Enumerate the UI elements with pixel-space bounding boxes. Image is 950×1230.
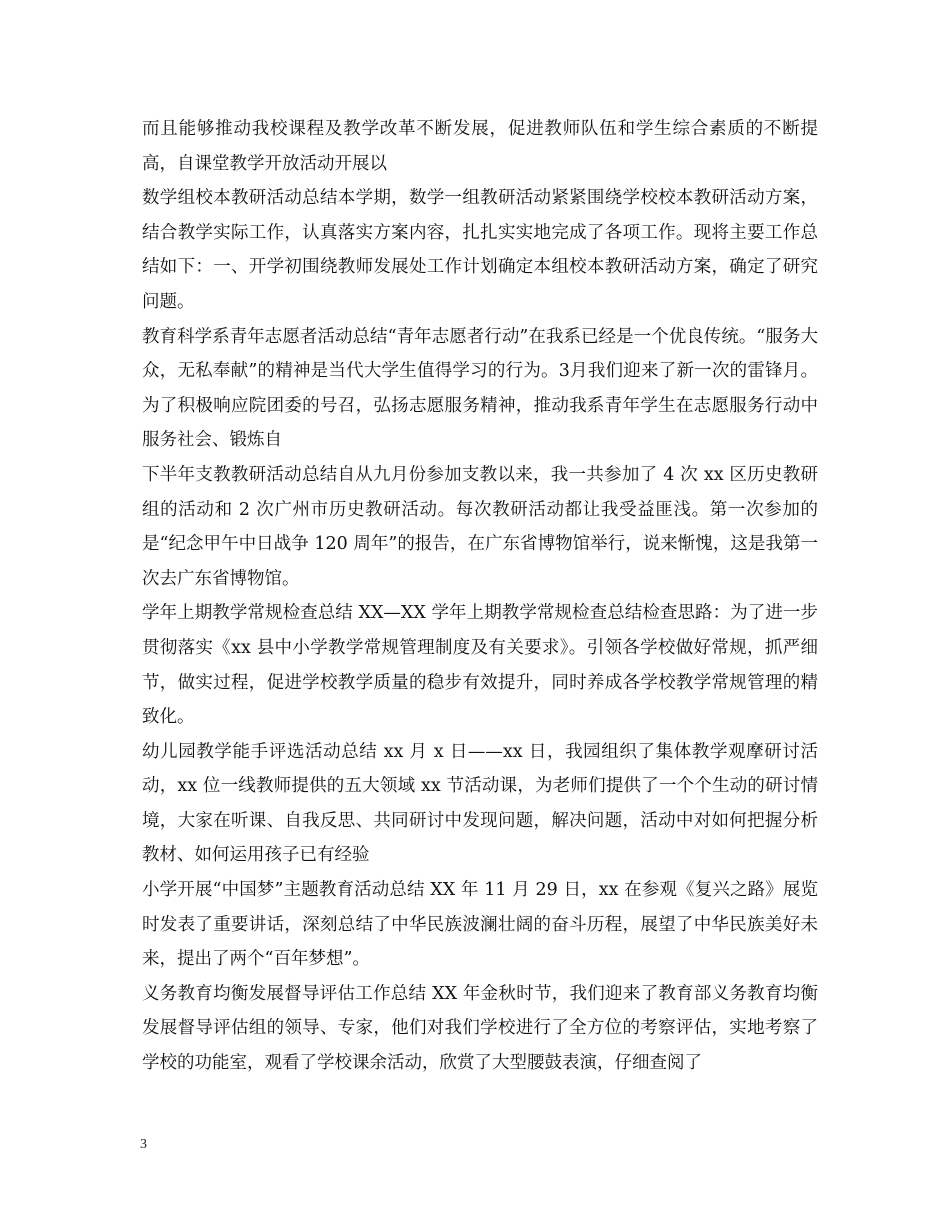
page-number: 3 (140, 1137, 147, 1152)
document-body (142, 112, 818, 1081)
paragraph: 学年上期教学常规检查总结 XX—XX 学年上期教学常规检查总结检查思路：为了进一步贯彻落实《xx 县中小学教学常规管理制度及有关要求》。引领各学校做好常规，抓严细节，做实过程，促进学校教学质量的稳步有效提升，同时养成各学校教学常规管理的精致化。 (142, 603, 818, 728)
paragraph: 下半年支教教研活动总结自从九月份参加支教以来，我一共参加了 4 次 xx 区历史教研组的活动和 2 次广州市历史教研活动。每次教研活动都让我受益匪浅。第一次参加的是“纪念甲午中日战争 120 周年”的报告，在广东省博物馆举行，说来惭愧，这是我第一次去广东省博物馆。 (142, 464, 818, 589)
paragraph: 教育科学系青年志愿者活动总结“青年志愿者行动”在我系已经是一个优良传统。“服务大众，无私奉献”的精神是当代大学生值得学习的行为。3月我们迎来了新一次的雷锋月。为了积极响应院团委的号召，弘扬志愿服务精神，推动我系青年学生在志愿服务行动中服务社会、锻炼自 (142, 326, 818, 451)
paragraph: 数学组校本教研活动总结本学期，数学一组教研活动紧紧围绕学校校本教研活动方案，结合教学实际工作，认真落实方案内容，扎扎实实地完成了各项工作。现将主要工作总结如下：一、开学初围绕教师发展处工作计划确定本组校本教研活动方案，确定了研究问题。 (142, 188, 818, 312)
paragraph: 幼儿园教学能手评选活动总结 xx 月 x 日——xx 日，我园组织了集体教学观摩研讨活动，xx 位一线教师提供的五大领域 xx 节活动课，为老师们提供了一个个生动的研讨情境，大家在听课、自我反思、共同研讨中发现问题，解决问题，活动中对如何把握分析教材、如何运用孩子已有经验 (142, 741, 818, 866)
paragraph: 小学开展“中国梦”主题教育活动总结 XX 年 11 月 29 日，xx 在参观《复兴之路》展览时发表了重要讲话，深刻总结了中华民族波澜壮阔的奋斗历程，展望了中华民族美好未来，提出了两个“百年梦想”。 (142, 880, 818, 970)
paragraph: 义务教育均衡发展督导评估工作总结 XX 年金秋时节，我们迎来了教育部义务教育均衡发展督导评估组的领导、专家，他们对我们学校进行了全方位的考察评估，实地考察了学校的功能室，观看了学校课余活动，欣赏了大型腰鼓表演，仔细查阅了 (142, 983, 818, 1074)
paragraph: 而且能够推动我校课程及教学改革不断发展，促进教师队伍和学生综合素质的不断提高，自课堂教学开放活动开展以 (142, 119, 818, 174)
